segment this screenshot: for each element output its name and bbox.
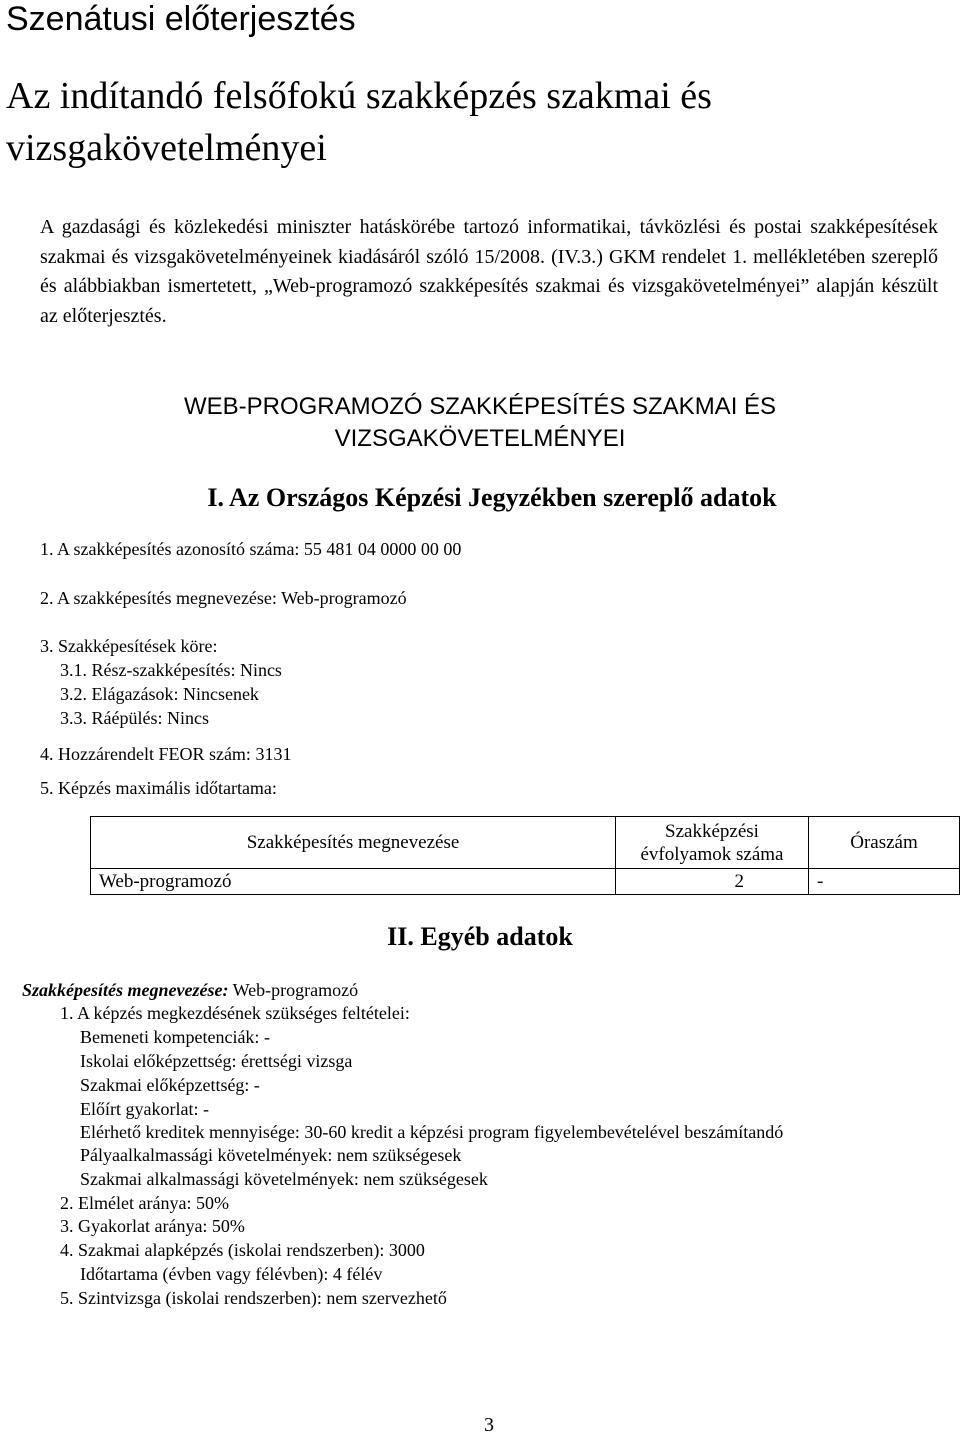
table-row xyxy=(91,869,960,895)
list-item: 4. Hozzárendelt FEOR szám: 3131 xyxy=(40,744,292,764)
qualification-name-label: Szakképesítés megnevezése: xyxy=(22,980,229,1000)
list-item: 4. Szakmai alapképzés (iskolai rendszerben): 3000 xyxy=(60,1240,425,1260)
table-cell-hours: - xyxy=(809,869,960,895)
section1-title: I. Az Országos Képzési Jegyzékben szereplő adatok xyxy=(207,483,777,512)
list-item: Időtartama (évben vagy félévben): 4 félév xyxy=(80,1264,383,1284)
list-item: 3.2. Elágazások: Nincsenek xyxy=(60,684,259,704)
list-item: Iskolai előképzettség: érettségi vizsga xyxy=(80,1051,353,1071)
list-item: 2. Elmélet aránya: 50% xyxy=(60,1193,229,1213)
table-cell-years: 2 xyxy=(616,869,809,895)
duration-table xyxy=(90,816,960,895)
list-item: Előírt gyakorlat: - xyxy=(80,1099,209,1119)
list-item: Elérhető kreditek mennyisége: 30-60 kredit a képzési program figyelembevételével beszámítandó xyxy=(80,1122,784,1142)
section-heading: WEB-PROGRAMOZÓ SZAKKÉPESÍTÉS SZAKMAI ÉS xyxy=(183,393,777,420)
list-item: 5. Szintvizsga (iskolai rendszerben): nem szervezhető xyxy=(60,1288,447,1308)
list-item: Szakmai előképzettség: - xyxy=(80,1075,260,1095)
table-header-hours: Óraszám xyxy=(809,817,960,869)
intro-paragraph: A gazdasági és közlekedési miniszter hatáskörébe tartozó informatikai, távközlési és postai szakképesítések szakmai és vizsgakövetelményeinek kiadásáról szóló 15/2008. (IV.3.) GKM rendelet 1. mellékletében szereplő és alábbiakban ismertetett, „Web-programozó szakképesítés szakmai és vizsgakövetelményei” alapján készült az előterjesztés. xyxy=(40,216,938,327)
table-cell-name: Web-programozó xyxy=(91,869,616,895)
list-item: Szakmai alkalmassági követelmények: nem szükségesek xyxy=(80,1169,488,1189)
page-number: 3 xyxy=(484,1414,494,1436)
list-item: 3.3. Ráépülés: Nincs xyxy=(60,708,209,728)
list-item: 3. Szakképesítések köre: xyxy=(40,636,218,656)
table-header-name: Szakképesítés megnevezése xyxy=(91,817,616,869)
document-title: Az indítandó felsőfokú szakképzés szakmai és xyxy=(6,75,712,117)
document-title-line2: vizsgakövetelményei xyxy=(6,127,327,169)
list-item: Pályaalkalmassági követelmények: nem szükségesek xyxy=(80,1145,462,1165)
qualification-name xyxy=(22,980,358,1001)
section-heading-line2: VIZSGAKÖVETELMÉNYEI xyxy=(334,425,626,452)
section2-title: II. Egyéb adatok xyxy=(387,922,573,951)
list-item: 1. A szakképesítés azonosító száma: 55 481 04 0000 00 00 xyxy=(40,539,462,559)
list-item: Bemeneti kompetenciák: - xyxy=(80,1027,270,1047)
list-item: 5. Képzés maximális időtartama: xyxy=(40,778,277,798)
list-item: 3. Gyakorlat aránya: 50% xyxy=(60,1216,245,1236)
table-header-years xyxy=(616,817,809,869)
table-header-years-line2: évfolyamok száma xyxy=(640,843,784,865)
list-item: 3.1. Rész-szakképesítés: Nincs xyxy=(60,660,282,680)
qualification-name-value: Web-programozó xyxy=(228,980,359,1000)
table-header-years-line1: Szakképzési xyxy=(665,820,759,842)
list-item: 1. A képzés megkezdésének szükséges feltételei: xyxy=(60,1003,410,1023)
document-header: Szenátusi előterjesztés xyxy=(6,0,356,38)
list-item: 2. A szakképesítés megnevezése: Web-programozó xyxy=(40,588,407,608)
